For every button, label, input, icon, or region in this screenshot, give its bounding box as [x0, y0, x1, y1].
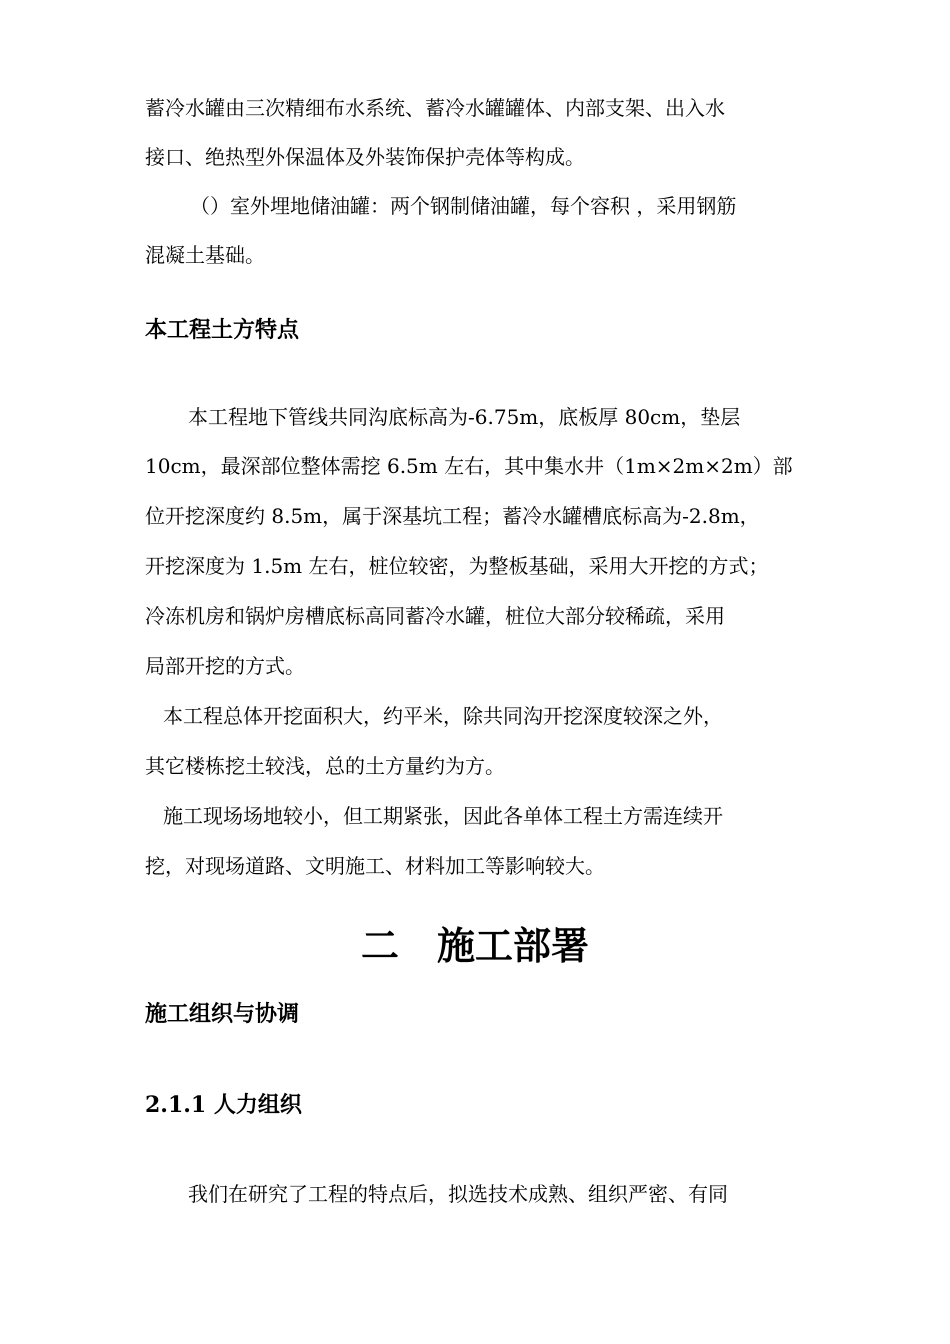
paragraph-manpower-line-1: 我们在研究了工程的特点后，拟选技术成熟、组织严密、有同	[188, 1182, 728, 1206]
paragraph-oil-line-2: 混凝土基础。	[145, 243, 265, 267]
paragraph-site-line-1: 施工现场场地较小，但工期紧张，因此各单体工程土方需连续开	[163, 804, 723, 828]
paragraph-earthwork-line-5: 冷冻机房和锅炉房槽底标高同蓄冷水罐，桩位大部分较稀疏，采用	[145, 604, 725, 628]
paragraph-earthwork-line-3: 位开挖深度约 8.5m，属于深基坑工程；蓄冷水罐槽底标高为-2.8m，	[145, 504, 760, 528]
paragraph-area-line-2: 其它楼栋挖土较浅，总的土方量约为方。	[145, 754, 505, 778]
heading-earthwork: 本工程土方特点	[145, 318, 300, 343]
heading-organization: 施工组织与协调	[145, 1002, 300, 1027]
paragraph-earthwork-line-6: 局部开挖的方式。	[145, 654, 305, 678]
paragraph-tank-line-1: 蓄冷水罐由三次精细布水系统、蓄冷水罐罐体、内部支架、出入水	[145, 96, 725, 120]
paragraph-site-line-2: 挖，对现场道路、文明施工、材料加工等影响较大。	[145, 854, 605, 878]
paragraph-oil-line-1: （）室外埋地储油罐：两个钢制储油罐，每个容积 ，采用钢筋	[190, 194, 737, 218]
chapter-title: 二 施工部署	[360, 923, 589, 968]
paragraph-earthwork-line-2: 10cm，最深部位整体需挖 6.5m 左右，其中集水井（1m×2m×2m）部	[145, 454, 793, 478]
paragraph-earthwork-line-4: 开挖深度为 1.5m 左右，桩位较密，为整板基础，采用大开挖的方式；	[145, 554, 769, 578]
paragraph-earthwork-line-1: 本工程地下管线共同沟底标高为-6.75m，底板厚 80cm，垫层	[188, 405, 741, 429]
heading-manpower: 2.1.1 人力组织	[145, 1092, 302, 1118]
paragraph-tank-line-2: 接口、绝热型外保温体及外装饰保护壳体等构成。	[145, 145, 585, 169]
paragraph-area-line-1: 本工程总体开挖面积大，约平米，除共同沟开挖深度较深之外，	[163, 704, 723, 728]
